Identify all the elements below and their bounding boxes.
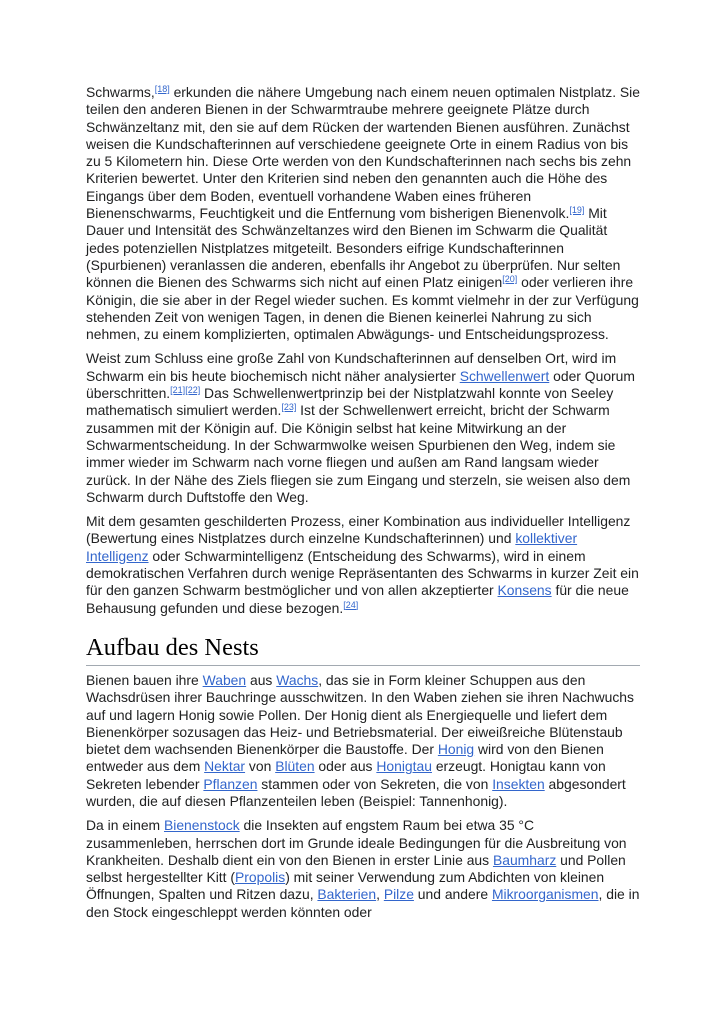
text-run: erkunden die nähere Umgebung nach einem neuen optimalen Nistplatz. Sie teilen den anderen Bienen in der Schwarmtraube mehrere geeignete Plätze durch Schwänzeltanz mit, den sie auf dem Rücken der wartenden Bienen ausführen. Zunächst weisen die Kundschafterinnen auf verschiedene geeignete Orte in einem Radius von bis zu 5 Kilometern hin. Diese Orte werden von den Kundschafterinnen nach sechs bis zehn Kriterien bewertet. Unter den Kriterien sind neben den genannten auch die Höhe des Eingangs über dem Boden, eventuell vorhandene Waben eines früheren Bienenschwarms, Feuchtigkeit und die Entfernung vom bisherigen Bienenvolk. — [86, 84, 640, 222]
link-baumharz[interactable]: Baumharz — [492, 851, 557, 868]
reference-link-22[interactable]: [22] — [185, 385, 201, 396]
paragraph-propolis — [86, 817, 640, 921]
link-pflanzen[interactable]: Pflanzen — [203, 775, 258, 792]
text-run: ) mit seiner Verwendung zum Abdichten von kleinen Öffnungen, Spalten und Ritzen dazu, — [86, 869, 605, 903]
link-honigtau[interactable]: Honigtau — [376, 758, 432, 775]
paragraph-threshold — [86, 350, 640, 506]
link-propolis[interactable]: Propolis — [235, 869, 286, 886]
text-run: und Pollen selbst hergestellter Kitt ( — [86, 851, 626, 886]
text-run: stammen oder von Sekreten, die von — [257, 775, 493, 792]
text-run: von — [245, 758, 276, 775]
paragraph-combs — [86, 672, 640, 810]
reference-link-19[interactable]: [19] — [569, 205, 585, 216]
text-run: , das sie in Form kleiner Schuppen aus den Wachsdrüsen ihrer Bauchringe ausschwitzen. In den Waben ziehen sie ihren Nachwuchs auf und lagern Honig sowie Pollen. Der Honig dient als Energiequelle und liefert dem Bienenkörper sozusagen das Heiz- und Betriebsmaterial. Der eiweißreiche Blütenstaub bietet dem wachsenden Bienenkörper die Baustoffe. Der — [86, 671, 634, 758]
text-run: abgesondert wurden, die auf diesen Pflanzenteilen leben (Beispiel: Tannenhonig). — [86, 775, 626, 809]
text-run: die Insekten auf engstem Raum bei etwa 35 °C zusammenleben, herrschen dort im Grunde ideale Bedingungen für die Ausbreitung von Krankheiten. Deshalb dient ein von den Bienen in erster Linie aus — [86, 817, 627, 868]
reference-20 — [502, 274, 517, 284]
text-run: Schwarms, — [86, 84, 155, 100]
text-run: Da in einem — [86, 817, 164, 834]
reference-link-20[interactable]: [20] — [502, 274, 518, 285]
link-konsens[interactable]: Konsens — [497, 582, 552, 599]
text-run: , — [376, 886, 384, 903]
link-bakterien[interactable]: Bakterien — [317, 886, 377, 903]
text-run: oder Schwarmintelligenz (Entscheidung des Schwarms), wird in einem demokratischen Verfahren durch wenige Repräsentanten des Schwarms in kurzer Zeit ein für den ganzen Schwarm bestmöglicher und von allen akzeptierter — [86, 547, 639, 599]
link-insekten[interactable]: Insekten — [492, 775, 545, 792]
paragraph-collective-intelligence — [86, 513, 640, 617]
text-run: Mit Dauer und Intensität des Schwänzeltanzes wird den Bienen im Schwarm die Qualität jedes potenziellen Nistplatzes mitgeteilt. Besonders eifrige Kundschafterinnen (Spurbienen) veranlassen die anderen, ebenfalls ihr Angebot zu überprüfen. Nur selten können die Bienen des Schwarms sich nicht auf einen Platz einigen — [86, 205, 621, 291]
reference-link-24[interactable]: [24] — [343, 599, 359, 610]
text-run: aus — [246, 671, 277, 688]
link-mikroorganismen[interactable]: Mikroorganismen — [491, 886, 599, 903]
text-run: oder aus — [314, 758, 377, 775]
link-kollektive-intelligenz[interactable]: kollektiver Intelligenz — [86, 530, 578, 564]
link-nektar[interactable]: Nektar — [204, 758, 246, 775]
text-run: und andere — [413, 886, 492, 903]
text-run: oder verlieren ihre Königin, die sie aber in der Regel wieder suchen. Es kommt vielmehr in der zur Verfügung stehenden Zeit von wenigen Tagen, in denen die Bienen keinerlei Nahrung zu sich nehmen, zu einem komplizierten, optimalen Abwägungs- und Entscheidungsprozess. — [86, 274, 639, 343]
link-bienenstock[interactable]: Bienenstock — [163, 817, 240, 834]
link-waben[interactable]: Waben — [202, 671, 247, 688]
text-run: für die neue Behausung gefunden und diese bezogen. — [86, 582, 629, 616]
reference-18 — [155, 84, 170, 94]
reference-link-21[interactable]: [21] — [170, 385, 186, 396]
reference-19 — [569, 205, 584, 215]
link-honig[interactable]: Honig — [437, 741, 475, 758]
link-blueten[interactable]: Blüten — [275, 758, 315, 775]
text-run: Ist der Schwellenwert erreicht, bricht der Schwarm zusammen mit der Königin auf. Die Königin selbst hat keine Mitwirkung an der Schwarmentscheidung. In der Schwarmwolke weisen Spurbienen den Weg, indem sie immer wieder im Schwarm nach vorne fliegen und außen am Rand langsam wieder zurück. In der Nähe des Ziels fliegen sie zum Eingang und sterzeln, sie weisen also dem Schwarm durch Duftstoffe den Weg. — [86, 402, 631, 505]
paragraph-swarm-scouts — [86, 84, 640, 343]
reference-22 — [185, 385, 200, 395]
text-run: Weist zum Schluss eine große Zahl von Kundschafterinnen auf denselben Ort, wird im Schwarm ein bis heute biochemisch nicht näher analysierter — [86, 350, 617, 384]
text-run: oder Quorum überschritten. — [86, 367, 635, 402]
section-heading: Aufbau des Nests — [86, 633, 640, 666]
text-run: Mit dem gesamten geschilderten Prozess, einer Kombination aus individueller Intelligenz (Bewertung eines Nistplatzes durch einzelne Kundschafterinnen) und — [86, 513, 631, 547]
text-run: erzeugt. Honigtau kann von Sekreten lebender — [86, 758, 606, 792]
text-run: Bienen bauen ihre — [86, 671, 203, 688]
text-run: , die in den Stock eingeschleppt werden könnten oder — [86, 886, 640, 920]
reference-link-18[interactable]: [18] — [154, 84, 170, 94]
text-run: Das Schwellenwertprinzip bei der Nistplatzwahl konnte von Seeley mathematisch simuliert werden. — [86, 385, 614, 419]
reference-21 — [170, 385, 185, 395]
link-wachs[interactable]: Wachs — [276, 671, 319, 688]
reference-link-23[interactable]: [23] — [281, 402, 297, 413]
reference-24 — [343, 600, 358, 610]
text-run: wird von den Bienen entweder aus dem — [86, 741, 604, 775]
link-schwellenwert[interactable]: Schwellenwert — [459, 367, 550, 384]
link-pilze[interactable]: Pilze — [383, 886, 414, 903]
reference-23 — [281, 402, 296, 412]
